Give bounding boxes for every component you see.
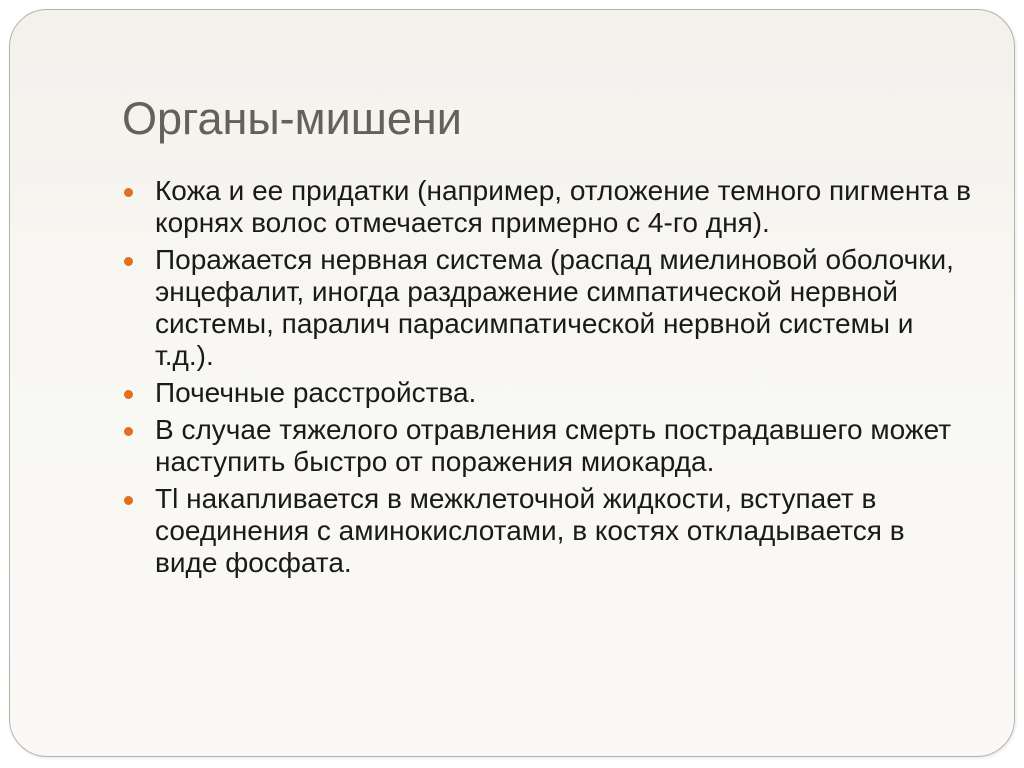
bullet-item-kidney <box>122 377 972 409</box>
bullet-dot-icon <box>124 257 133 266</box>
bullet-text: Tl накапливается в межклеточной жидкости, вступает в соединения с аминокислотами, в костях откладывается в виде фосфата. <box>155 483 905 578</box>
bullet-text: Поражается нервная система (распад миелиновой оболочки, энцефалит, иногда раздражение симпатической нервной системы, паралич парасимпатической нервной системы и т.д.). <box>155 244 954 371</box>
bullet-list <box>122 175 972 584</box>
slide-frame <box>9 9 1015 757</box>
bullet-item-skin <box>122 175 972 239</box>
bullet-item-thallium <box>122 483 972 579</box>
bullet-dot-icon <box>124 427 133 436</box>
bullet-item-nervous-system <box>122 244 972 372</box>
bullet-item-myocardium <box>122 414 972 478</box>
bullet-dot-icon <box>124 390 133 399</box>
bullet-dot-icon <box>124 188 133 197</box>
bullet-text: Почечные расстройства. <box>155 377 477 408</box>
slide-title: Органы-мишени <box>122 93 462 144</box>
bullet-text: Кожа и ее придатки (например, отложение темного пигмента в корнях волос отмечается примерно с 4-го дня). <box>155 175 972 238</box>
bullet-dot-icon <box>124 496 133 505</box>
bullet-text: В случае тяжелого отравления смерть пострадавшего может наступить быстро от поражения миокарда. <box>155 414 952 477</box>
